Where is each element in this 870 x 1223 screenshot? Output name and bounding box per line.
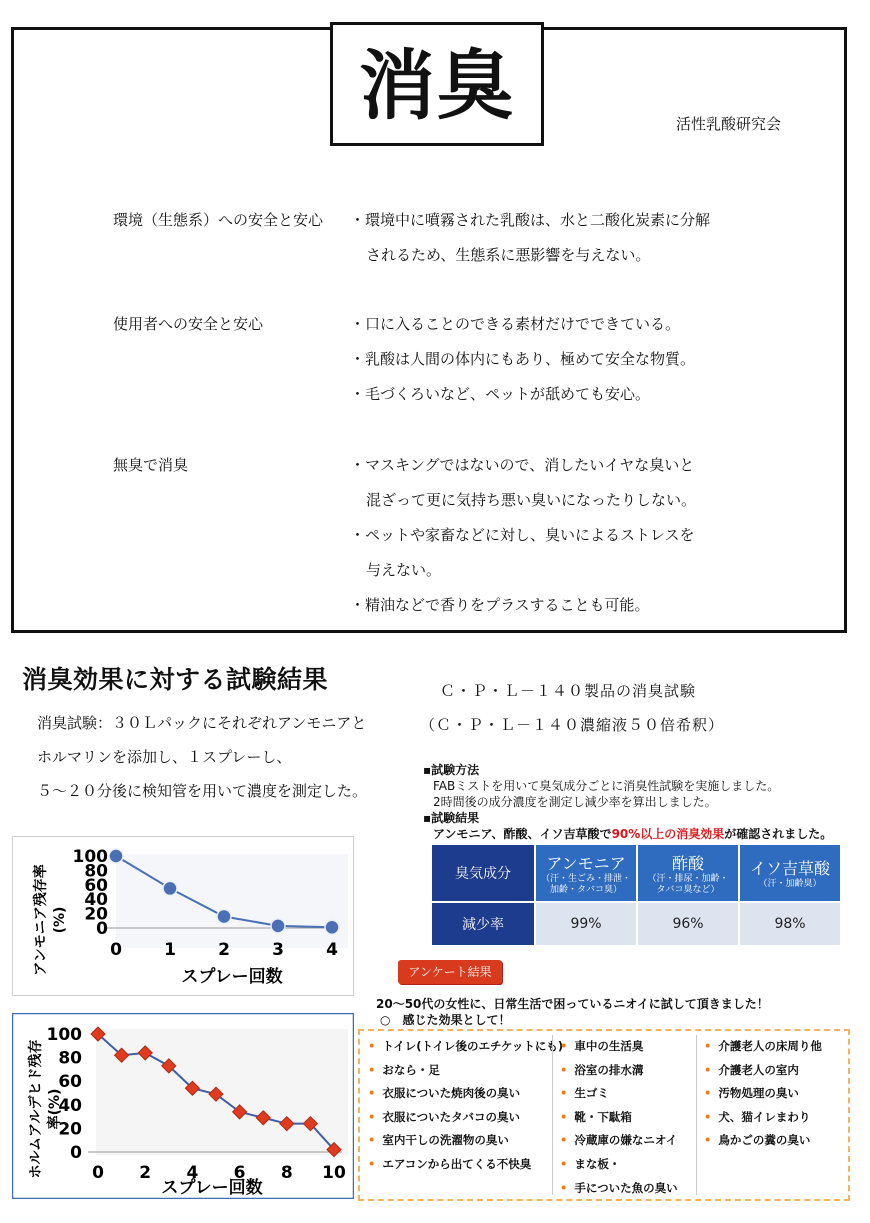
y-tick-label: 60: [58, 1072, 82, 1093]
y-axis-label: 率(%): [47, 1088, 63, 1130]
column-divider: [696, 1035, 697, 1195]
y-tick-label: 100: [72, 847, 108, 867]
data-point: [163, 881, 177, 895]
list-item: • エアコンから出てくる不快臭: [368, 1153, 563, 1177]
section-label-odorless: 無臭で消臭: [113, 456, 189, 474]
section-label-user: 使用者への安全と安心: [113, 315, 264, 333]
list-item: • 鳥かごの糞の臭い: [704, 1129, 822, 1153]
title-box: [330, 22, 544, 146]
list-item: • 手についた魚の臭い: [560, 1177, 678, 1201]
bullet-line: ・口に入ることのできる素材だけでできている。: [350, 315, 681, 333]
table-cell: 99%: [535, 902, 637, 946]
list-item: • トイレ(トイレ後のエチケットにも): [368, 1035, 563, 1059]
plot-area: [96, 1029, 348, 1155]
plot-area: [116, 854, 348, 948]
x-tick-label: 4: [186, 1163, 199, 1183]
survey-column: [560, 1035, 678, 1200]
formaldehyde-chart: [12, 1013, 354, 1199]
y-tick-label: 80: [58, 1048, 82, 1069]
reduction-table: [430, 843, 842, 947]
test-description-line: ホルマリンを添加し、１スプレーし、: [37, 748, 292, 766]
x-tick-label: 6: [233, 1163, 246, 1183]
list-item: • 浴室の排水溝: [560, 1059, 678, 1083]
bullet-line: ・乳酸は人間の体内にもあり、極めて安全な物質。: [350, 350, 696, 368]
result-header: ▪試験結果: [423, 811, 480, 825]
x-axis-label: スプレー回数: [181, 967, 283, 987]
table-column-header: イソ吉草酸 （汗・加齢臭）: [739, 844, 841, 902]
list-item: • 靴・下駄箱: [560, 1106, 678, 1130]
method-header: ▪試験方法: [423, 763, 480, 777]
bullet-line: ・マスキングではないので、消したいイヤな臭いと: [350, 456, 695, 474]
product-test-title: Ｃ・Ｐ・Ｌ－１４０製品の消臭試験: [440, 682, 697, 700]
ammonia-chart: [12, 836, 354, 996]
list-item: • 衣服についた焼肉後の臭い: [368, 1082, 563, 1106]
list-item: • 介護老人の室内: [704, 1059, 822, 1083]
data-point: [109, 849, 123, 863]
test-description-line: 消臭試験：３０Ｌパックにそれぞれアンモニアと: [37, 714, 367, 732]
bullet-line: ・精油などで香りをプラスすることも可能。: [350, 596, 650, 614]
table-header-label: 臭気成分: [431, 844, 535, 902]
x-tick-label: 3: [272, 940, 284, 960]
survey-column: [704, 1035, 822, 1153]
results-heading: 消臭効果に対する試験結果: [22, 665, 329, 694]
y-tick-label: 40: [58, 1095, 82, 1116]
bullet-line: ・環境中に噴霧された乳酸は、水と二酸化炭素に分解: [350, 211, 711, 229]
y-tick-label: 20: [84, 904, 108, 925]
y-tick-label: 0: [70, 1143, 82, 1163]
x-tick-label: 0: [92, 1163, 104, 1183]
survey-results-box: [358, 1029, 850, 1201]
list-item: • 生ゴミ: [560, 1082, 678, 1106]
list-item: • 冷蔵庫の嫌なニオイ: [560, 1129, 678, 1153]
list-item: • 汚物処理の臭い: [704, 1082, 822, 1106]
section-label-environment: 環境（生態系）への安全と安心: [113, 211, 324, 229]
x-tick-label: 1: [164, 940, 176, 960]
y-tick-label: 0: [96, 919, 108, 939]
test-description-line: ５～２０分後に検知管を用いて濃度を測定した。: [37, 782, 368, 800]
table-column-header: アンモニア （汗・生ごみ・排泄・ 加齢・タバコ臭）: [535, 844, 637, 902]
y-axis-label: アンモニア残存率: [33, 864, 49, 976]
y-tick-label: 80: [84, 861, 108, 882]
highlight-text: 90%以上の消臭効果: [611, 827, 725, 841]
method-line: 2時間後の成分濃度を測定し減少率を算出しました。: [433, 795, 717, 809]
bullet-line: 与えない。: [366, 561, 442, 579]
y-axis-label: ホルムアルデヒド残存: [28, 1039, 44, 1179]
x-tick-label: 10: [322, 1163, 346, 1183]
test-method-block: [423, 762, 832, 842]
bullet-line: 混ざって更に気持ち悪い臭いになったりしない。: [366, 491, 697, 509]
bullet-line: されるため、生態系に悪影響を与えない。: [366, 246, 651, 264]
y-tick-label: 60: [84, 875, 108, 896]
survey-intro: 20～50代の女性に、日常生活で困っているニオイに試して頂きました！ ○ 感じた効果として！: [376, 997, 769, 1027]
organization-name: 活性乳酸研究会: [676, 115, 782, 133]
method-line: FABミストを用いて臭気成分ごとに消臭性試験を実施しました。: [433, 779, 780, 793]
survey-tag: アンケート結果: [398, 960, 502, 984]
x-tick-label: 0: [110, 940, 122, 960]
result-line: アンモニア、酢酸、イソ吉草酸で90%以上の消臭効果が確認されました。: [433, 827, 833, 841]
x-tick-label: 2: [139, 1163, 152, 1183]
column-divider: [552, 1035, 553, 1195]
data-point: [271, 919, 285, 933]
bullet-line: ・毛づくろいなど、ペットが舐めても安心。: [350, 385, 651, 403]
y-tick-label: 40: [84, 890, 108, 911]
table-row-label: 減少率: [431, 902, 535, 946]
list-item: • 車中の生活臭: [560, 1035, 678, 1059]
table-column-header: 酢酸 （汗・排尿・加齢・ タバコ臭など）: [637, 844, 739, 902]
y-tick-label: 100: [46, 1025, 82, 1045]
table-cell: 98%: [739, 902, 841, 946]
x-tick-label: 2: [218, 940, 230, 960]
x-tick-label: 8: [280, 1163, 293, 1183]
y-tick-label: 20: [58, 1119, 82, 1140]
list-item: • おなら・足: [368, 1059, 563, 1083]
list-item: • まな板・: [560, 1153, 678, 1177]
x-axis-label: スプレー回数: [161, 1178, 263, 1198]
product-dilution: （Ｃ・Ｐ・Ｌ－１４０濃縮液５０倍希釈）: [420, 716, 725, 734]
list-item: • 犬、猫イレまわり: [704, 1106, 822, 1130]
page-title: 消臭: [359, 41, 515, 130]
data-point: [217, 909, 231, 923]
list-item: • 室内干しの洗濯物の臭い: [368, 1129, 563, 1153]
survey-column: [368, 1035, 563, 1177]
bullet-line: ・ペットや家畜などに対し、臭いによるストレスを: [350, 526, 695, 544]
list-item: • 衣服についたタバコの臭い: [368, 1106, 563, 1130]
x-tick-label: 4: [326, 940, 338, 960]
y-axis-label: (%): [52, 906, 68, 934]
table-cell: 96%: [637, 902, 739, 946]
list-item: • 介護老人の床周り他: [704, 1035, 822, 1059]
data-point: [325, 920, 339, 934]
